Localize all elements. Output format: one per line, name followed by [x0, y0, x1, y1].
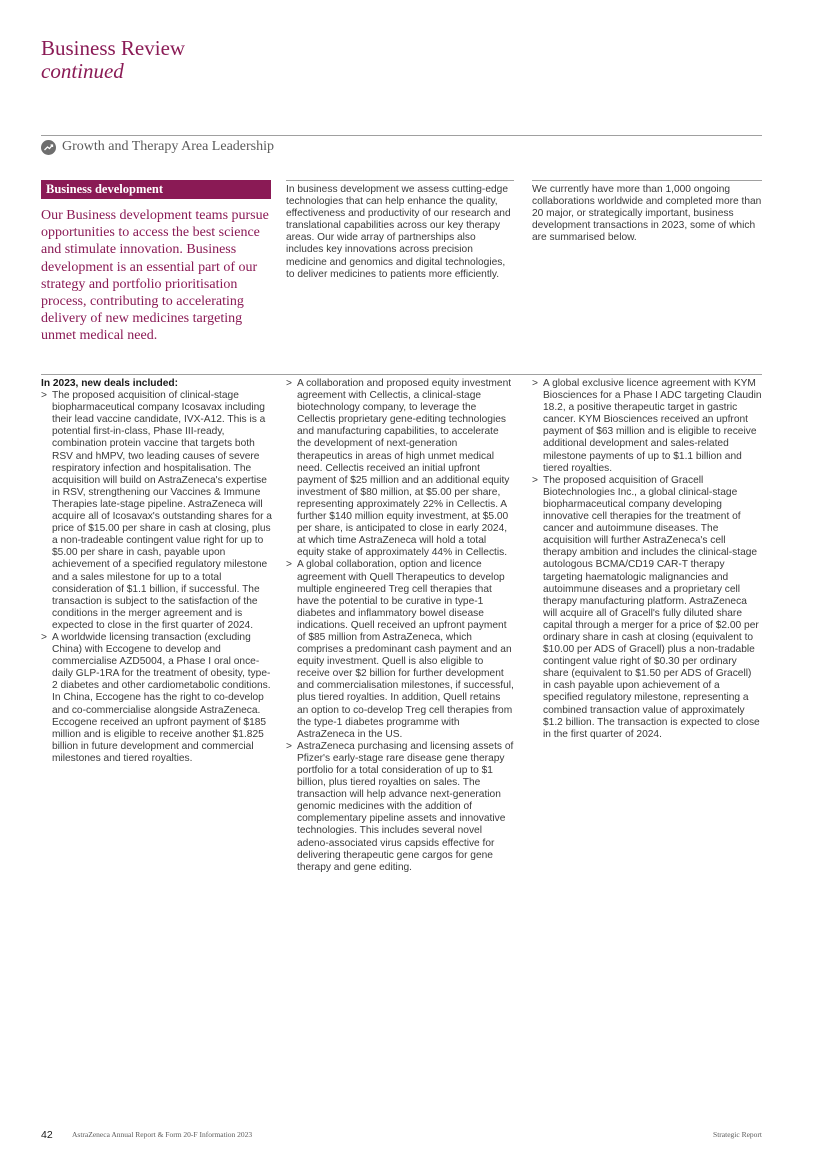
- page-title: [41, 37, 185, 83]
- section-header: [41, 139, 274, 155]
- deal-item: > The proposed acquisition of clinical-stage biopharmaceutical company Icosavax including their lead vaccine candidate, IVX-A12. This is a potential first-in-class, Phase III-ready, combination protein vaccine that targets both RSV and hMPV, two leading causes of severe respiratory infection and hospitalisation. The acquisition will build on AstraZeneca's expertise in RSV, strengthening our Vaccines & Immune Therapies late-stage pipeline. AstraZeneca will acquire all of Icosavax's outstanding shares for a price of $15.00 per share in cash at closing, plus a non-tradeable contingent value right for up to $5.00 per share in cash, payable upon achievement of a specified regulatory milestone and a sales milestone for up to a total consideration of $1.1 billion, if successful. The transaction is subject to the satisfaction of the conditions in the merger agreement and is expected to close in the first quarter of 2024.: [41, 390, 273, 632]
- deal-item: > AstraZeneca purchasing and licensing assets of Pfizer's early-stage rare disease gene therapy portfolio for a total consideration of up to $1 billion, plus tiered royalties on sales. The transaction will help advance next-generation genomic medicines with the addition of complementary pipeline assets and innovative technologies. This includes several novel adeno-associated virus capsids effective for delivering therapeutic gene cargos for gene therapy and gene editing.: [286, 741, 514, 874]
- business-development-intro: Our Business development teams pursue opportunities to access the best science and stimulate innovation. Business development is an essential part of our strategy and portfolio prioritisation process, contributing to accelerating delivery of new medicines targeting unmet medical need.: [41, 208, 269, 344]
- title-main: Business Review: [41, 36, 186, 60]
- page-number: 42: [41, 1129, 53, 1141]
- title-subtitle: continued: [41, 59, 124, 83]
- deal-item: > The proposed acquisition of Gracell Biotechnologies Inc., a global clinical-stage biopharmaceutical company developing innovative cell therapies for the treatment of cancer and autoimmune diseases. The acquisition will further AstraZeneca's cell therapy ambition and includes the clinical-stage autologous BCMA/CD19 CAR-T therapy targeting haematologic malignancies and autoimmune diseases and a proprietary cell therapy manufacturing platform. AstraZeneca will acquire all of Gracell's fully diluted share capital through a merger for a price of $2.00 per ordinary share in cash at closing (equivalent to $10.00 per ADS of Gracell) plus a non-tradable contingent value right of $0.30 per ordinary share (equivalent to $1.50 per ADS of Gracell) in cash payable upon achievement of a specified regulatory milestone, representing a combined transaction value of approximately $1.2 billion. The transaction is expected to close in the first quarter of 2024.: [532, 475, 762, 741]
- deals-column-3: [532, 378, 762, 741]
- deals-divider: [41, 374, 762, 375]
- deals-column-2: [286, 378, 514, 874]
- page-footer: [41, 1129, 762, 1141]
- deal-item: > A collaboration and proposed equity investment agreement with Cellectis, a clinical-stage biotechnology company, to leverage the Cellectis proprietary gene-editing technologies and manufacturing capabilities, to accelerate the development of next-generation therapeutics in areas of high unmet medical need. Cellectis received an initial upfront payment of $25 million and an additional equity investment of $80 million, at $5.00 per share, representing approximately 22% in Cellectis. A further $140 million equity investment, at $5.00 per share, is anticipated to close in early 2024, at which time AstraZeneca will hold a total equity stake of approximately 44% in Cellectis.: [286, 378, 514, 559]
- business-development-label: Business development: [41, 180, 271, 199]
- deal-item: > A worldwide licensing transaction (excluding China) with Eccogene to develop and commercialise AZD5004, a Phase I oral once-daily GLP-1RA for the treatment of obesity, type-2 diabetes and other cardiometabolic conditions. In China, Eccogene has the right to co-develop and co-commercialise alongside AstraZeneca. Eccogene received an upfront payment of $185 million and is eligible to receive another $1.825 billion in future development and commercial milestones and tiered royalties.: [41, 632, 273, 765]
- report-name: AstraZeneca Annual Report & Form 20-F Information 2023: [72, 1130, 253, 1139]
- column-rule: [532, 180, 762, 181]
- column-rule: [286, 180, 514, 181]
- deal-item: > A global exclusive licence agreement with KYM Biosciences for a Phase I ADC targeting Claudin 18.2, a positive therapeutic target in gastric cancer. KYM Biosciences received an upfront payment of $63 million and is eligible to receive additional development and sales-related milestone payments of up to $1.1 billion and tiered royalties.: [532, 378, 762, 475]
- overview-paragraph-2: We currently have more than 1,000 ongoing collaborations worldwide and completed more than 20 major, or strategically important, business development transactions in 2023, some of which are summarised below.: [532, 184, 762, 244]
- section-title: Growth and Therapy Area Leadership: [62, 139, 274, 154]
- report-section: Strategic Report: [713, 1130, 762, 1139]
- growth-icon: [41, 140, 56, 155]
- deals-heading: In 2023, new deals included:: [41, 378, 179, 389]
- overview-paragraph-1: In business development we assess cutting-edge technologies that can help enhance the quality, effectiveness and productivity of our research and translational capabilities across our key therapy areas. Our wide array of partnerships also includes key innovations across precision medicine and genomics and digital technologies, to deliver medicines to patients more efficiently.: [286, 184, 511, 280]
- deals-column-1: [41, 378, 273, 765]
- section-divider: [41, 135, 762, 136]
- deal-item: > A global collaboration, option and licence agreement with Quell Therapeutics to develop multiple engineered Treg cell therapies that have the potential to be curative in type-1 diabetes and inflammatory bowel disease indications. Quell received an upfront payment of $85 million from AstraZeneca, which comprises a predominant cash payment and an equity investment. Quell is also eligible to receive over $2 billion for further development and commercialisation milestones, if successful, plus tiered royalties. In addition, Quell retains an option to co-develop Treg cell therapies from the type-1 diabetes programme with AstraZeneca in the US.: [286, 559, 514, 740]
